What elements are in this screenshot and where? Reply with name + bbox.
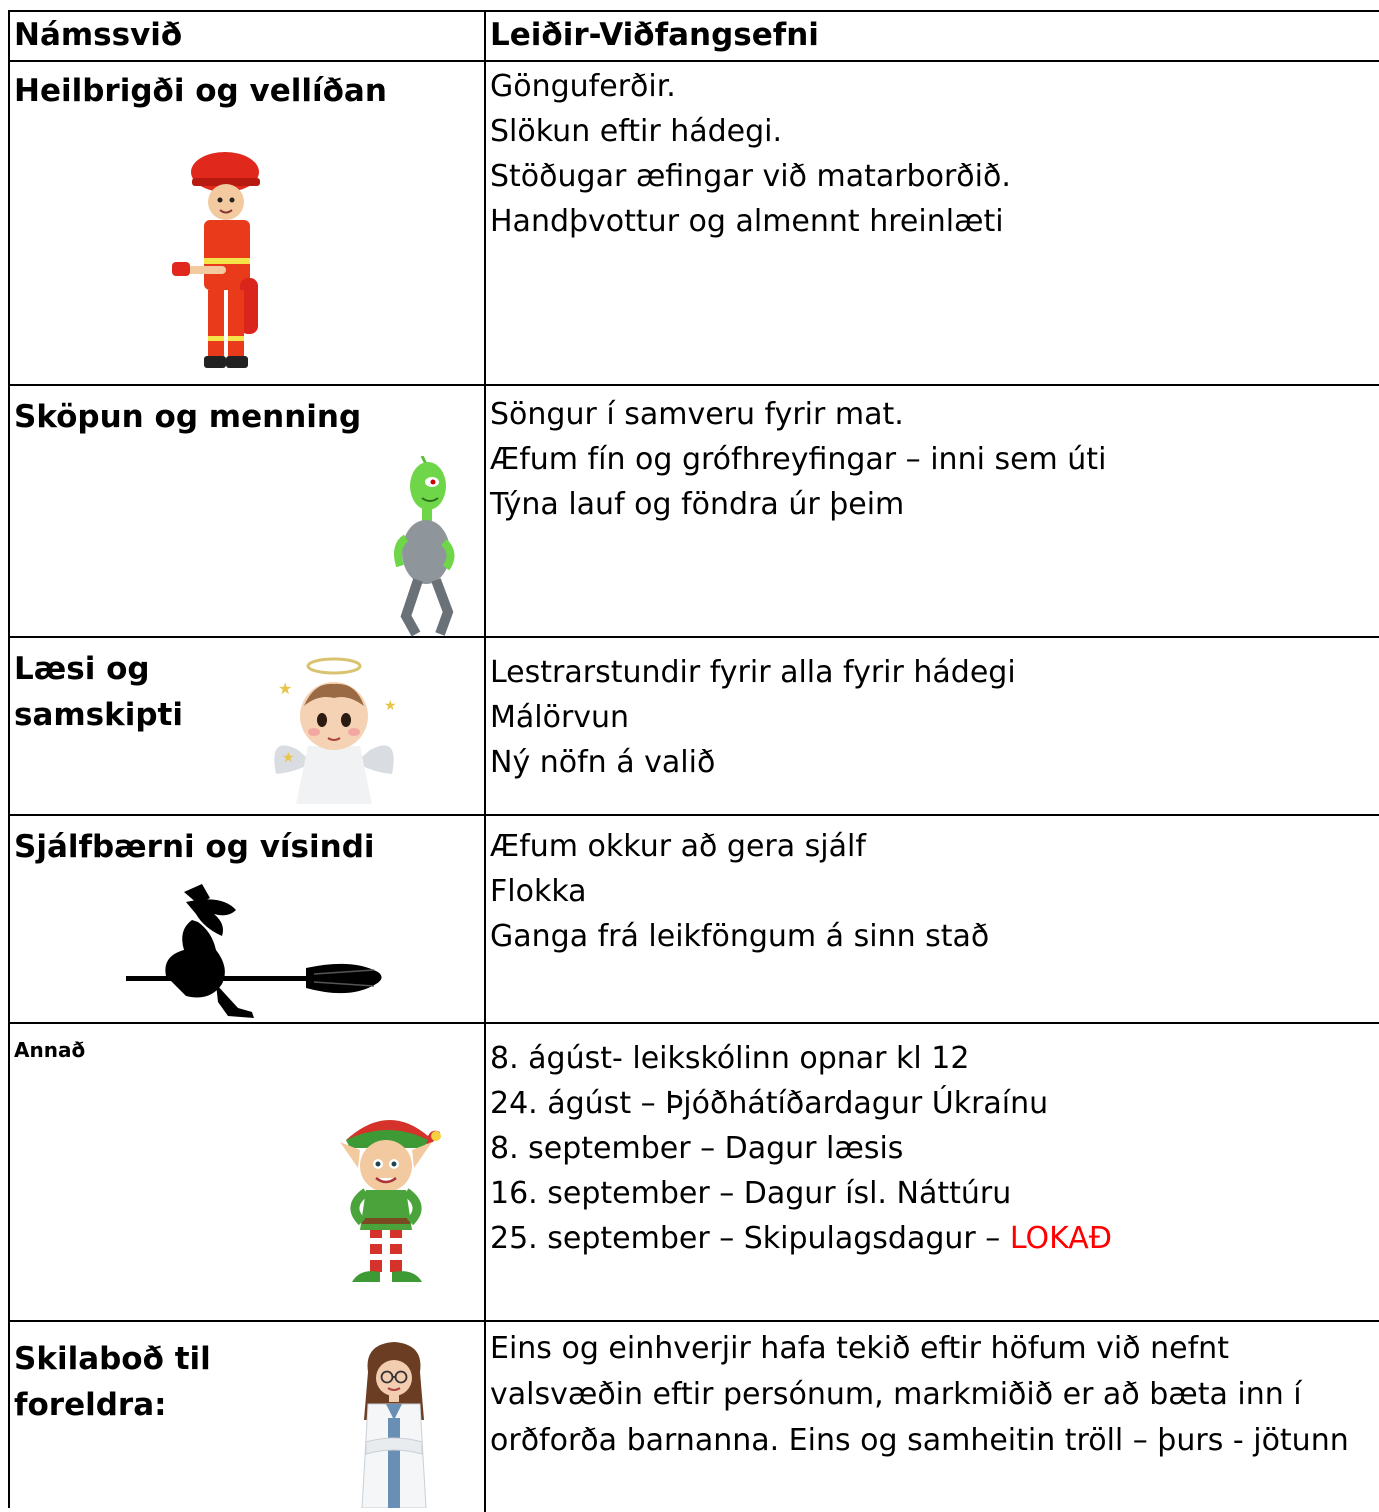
activity-list bbox=[490, 392, 1106, 527]
category-cell bbox=[10, 638, 486, 814]
activity-list bbox=[490, 824, 989, 959]
category-cell bbox=[10, 386, 486, 636]
list-item: Slökun eftir hádegi. bbox=[490, 114, 783, 149]
category-cell bbox=[10, 1024, 486, 1320]
header-namssvid: Námssvið bbox=[14, 17, 183, 53]
svg-text:★: ★ bbox=[278, 679, 293, 698]
svg-text:★: ★ bbox=[384, 698, 397, 714]
table-row bbox=[10, 1024, 1379, 1322]
list-item: Ganga frá leikföngum á sinn stað bbox=[490, 919, 990, 954]
category-label: Heilbrigði og vellíðan bbox=[14, 73, 387, 109]
list-item: Söngur í samveru fyrir mat. bbox=[490, 397, 904, 432]
list-item: 8. ágúst- leikskólinn opnar kl 12 bbox=[490, 1041, 970, 1076]
category-label-line: samskipti bbox=[14, 697, 184, 733]
category-label-line: foreldra: bbox=[14, 1387, 167, 1423]
table-row bbox=[10, 1322, 1379, 1512]
list-item: Lestrarstundir fyrir alla fyrir hádegi bbox=[490, 655, 1016, 690]
activity-list bbox=[490, 64, 1011, 244]
parent-message: Eins og einhverjir hafa tekið eftir höfum við nefnt valsvæðin eftir persónum, markmiðið er að bæta inn í orðforða barnanna. Eins og samheitin tröll – þurs - jötunn bbox=[490, 1331, 1349, 1458]
table-row bbox=[10, 386, 1379, 638]
category-label-line: Skilaboð til bbox=[14, 1341, 211, 1377]
category-label: Annað bbox=[14, 1038, 86, 1062]
activities-cell bbox=[486, 816, 1379, 1022]
category-label bbox=[14, 646, 183, 738]
list-item: Æfum fín og grófhreyfingar – inni sem úti bbox=[490, 442, 1107, 477]
list-item: Málörvun bbox=[490, 700, 630, 735]
header-leidir: Leiðir-Viðfangsefni bbox=[490, 17, 819, 53]
list-item: Týna lauf og föndra úr þeim bbox=[490, 487, 905, 522]
activities-cell bbox=[486, 386, 1379, 636]
angel-icon bbox=[268, 654, 400, 810]
closed-highlight: LOKAÐ bbox=[1009, 1221, 1113, 1256]
plan-table bbox=[8, 10, 1379, 1508]
table-row bbox=[10, 816, 1379, 1024]
list-item: 24. ágúst – Þjóðhátíðardagur Úkraínu bbox=[490, 1086, 1049, 1121]
alien-icon bbox=[386, 456, 476, 638]
table-row bbox=[10, 638, 1379, 816]
list-item-text: 25. september – Skipulagsdagur – bbox=[490, 1221, 1010, 1256]
list-item: 16. september – Dagur ísl. Náttúru bbox=[490, 1176, 1012, 1211]
category-label: Sköpun og menning bbox=[14, 399, 362, 435]
category-label-line: Læsi og bbox=[14, 651, 150, 687]
activities-cell bbox=[486, 1024, 1379, 1320]
firefighter-icon bbox=[170, 150, 290, 372]
activities-cell bbox=[486, 638, 1379, 814]
activity-list bbox=[490, 1036, 1112, 1261]
category-label bbox=[14, 1336, 211, 1428]
activities-cell bbox=[486, 1322, 1379, 1512]
witch-icon bbox=[126, 884, 386, 1024]
svg-text:★: ★ bbox=[282, 750, 295, 766]
list-item: Flokka bbox=[490, 874, 587, 909]
activities-cell bbox=[486, 62, 1379, 384]
list-item: 8. september – Dagur læsis bbox=[490, 1131, 904, 1166]
list-item: Ný nöfn á valið bbox=[490, 745, 716, 780]
list-item: Gönguferðir. bbox=[490, 69, 676, 104]
list-item: Æfum okkur að gera sjálf bbox=[490, 829, 866, 864]
category-cell bbox=[10, 816, 486, 1022]
list-item: Handþvottur og almennt hreinlæti bbox=[490, 204, 1004, 239]
category-cell bbox=[10, 1322, 486, 1512]
table-header-row bbox=[10, 12, 1379, 62]
list-item bbox=[490, 1216, 1112, 1261]
table-row bbox=[10, 62, 1379, 386]
header-cell-leidir bbox=[486, 12, 1379, 60]
list-item: Stöðugar æfingar við matarborðið. bbox=[490, 159, 1011, 194]
teacher-icon bbox=[354, 1342, 434, 1508]
header-cell-namssvid bbox=[10, 12, 486, 60]
category-label: Sjálfbærni og vísindi bbox=[14, 829, 375, 865]
category-cell bbox=[10, 62, 486, 384]
elf-icon bbox=[332, 1106, 442, 1288]
activity-list bbox=[490, 650, 1016, 785]
